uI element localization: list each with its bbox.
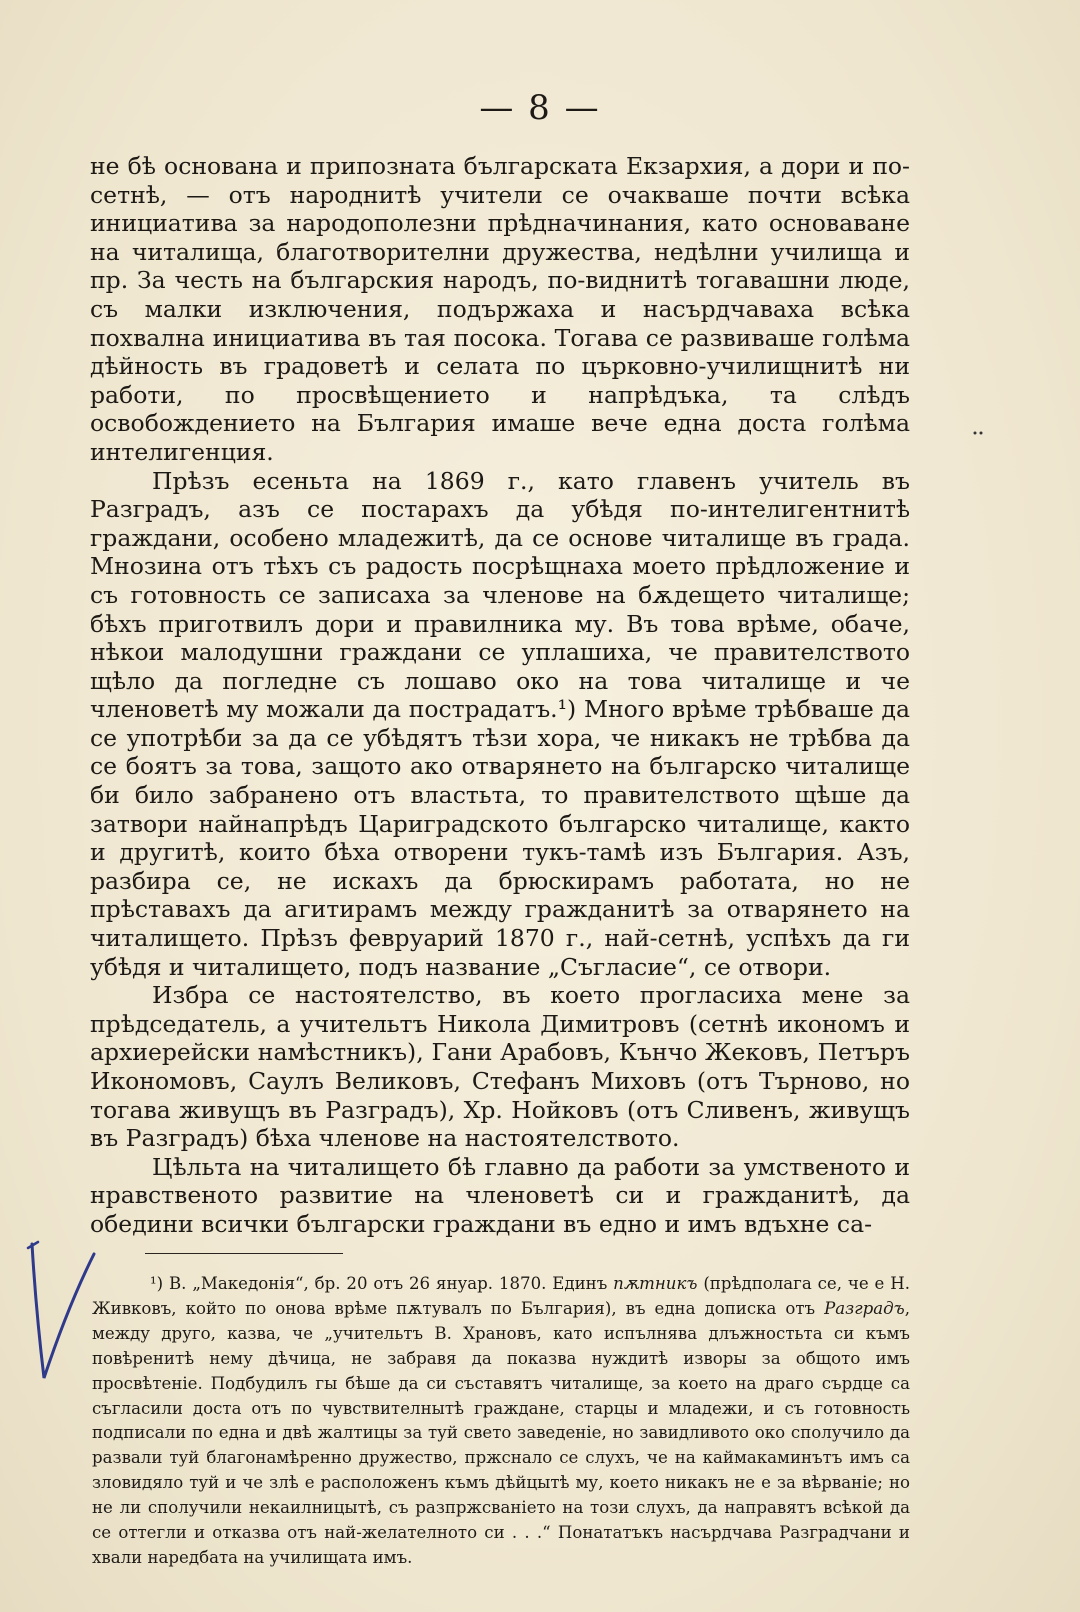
paragraph-3: Избра се настоятелство, въ което прогласиха мене за прѣдседатель, а учительтъ Никола Димитровъ (сетнѣ икономъ и архиерейски намѣстникъ), Гани Арабовъ, Кънчо Жековъ, Петъръ Икономовъ, Саулъ Великовъ, Стефанъ Миховъ (отъ Търново, но тогава живущъ въ Разградъ), Хр. Нойковъ (отъ Сливенъ, живущъ въ Разградъ) бѣха членове на настоятелството. — [90, 981, 910, 1153]
footnote-italic-2: Разградъ — [824, 1298, 905, 1318]
footnote-text-3: , между друго, казва, че „учительтъ В. Храновъ, като испълнява длъжностьта си къмъ повѣренитѣ нему дѣчица, не забравя да показва нуждитѣ изворы за общото имъ просвѣтеніе. Подбудилъ гы бѣше да си съставятъ читалище, за което на драго сърдце са съгласили доста отъ по чувствителнытѣ граждане, старцы и младежи, и съ готовность подписали по една и двѣ жалтицы за туй свето заведеніе, но завидливото око сполучило да развали туй благонамѣренно дружество, пржснало се слухъ, че на каймакаминътъ имъ са зловидяло туй и че злѣ е расположенъ къмъ дѣйцытѣ му, което никакъ не е за вѣрваніе; но не ли сполучили некаилницытѣ, съ разпржсваніето на този слухъ, да направятъ всѣкой да се оттегли и отказва отъ най-желателното си . . .“ Понататъкъ насърдчава Разградчани и хвали наредбата на училищата имъ. — [92, 1298, 910, 1567]
footnote-text-2: (прѣдполага се, че е Н. Живковъ, който по онова врѣме пѫтувалъ по България), въ една дописка отъ — [92, 1274, 910, 1318]
footnote-text-1: ¹) В. „Македонія“, бр. 20 отъ 26 януар. 1870. Единъ — [150, 1274, 614, 1293]
paragraph-1: не бѣ основана и припозната българската Екзархия, а дори и по-сетнѣ, — отъ народнитѣ учители се очакваше почти всѣка инициатива за народополезни прѣдначинания, като основаване на читалища, благотворителни дружества, недѣлни училища и пр. За честь на българския народъ, по-виднитѣ тогавашни люде, съ малки изключения, подържаха и насърдчаваха всѣка похвална инициатива въ тая посока. Тогава се развиваше голѣма дѣйность въ градоветѣ и селата по църковно-училищнитѣ ни работи, по просвѣщението и напрѣдъка, та слѣдъ освобождението на България имаше вече една доста голѣма интелигенция. — [90, 152, 910, 466]
footnote — [92, 1272, 910, 1571]
margin-dots — [972, 430, 984, 436]
pencil-check-mark — [10, 1238, 100, 1388]
paragraph-2: Прѣзъ есеньта на 1869 г., като главенъ учитель въ Разградъ, азъ се постарахъ да убѣдя по-интелигентнитѣ граждани, особено младежитѣ, да се основе читалище въ града. Мнозина отъ тѣхъ съ радость посрѣщнаха моето прѣдложение и съ готовность се записаха за членове на бѫдещето читалище; бѣхъ приготвилъ дори и правилника му. Въ това врѣме, обаче, нѣкои малодушни граждани се уплашиха, че правителството щѣло да погледне съ лошаво око на това читалище и че членоветѣ му можали да пострадатъ.¹) Много врѣме трѣбваше да се употрѣби за да се убѣдятъ тѣзи хора, че никакъ не трѣбва да се боятъ за това, защото ако отварянето на българско читалище би било забранено отъ властьта, то правителството щѣше да затвори найнапрѣдъ Цариградското българско читалище, както и другитѣ, които бѣха отворени тукъ-тамѣ изъ България. Азъ, разбира се, не искахъ да брюскирамъ работата, но не прѣставахъ да агитирамъ между гражданитѣ за отварянето на читалището. Прѣзъ февруарий 1870 г., най-сетнѣ, успѣхъ да ги убѣдя и читалището, подъ название „Съгласие“, се отвори. — [90, 466, 910, 981]
footnote-italic-1: пѫтникъ — [613, 1274, 698, 1293]
footnote-paragraph — [92, 1272, 910, 1571]
footnote-divider — [145, 1253, 343, 1254]
page-number: — 8 — — [479, 88, 601, 128]
paragraph-4: Цѣльта на читалището бѣ главно да работи за умственото и нравственото развитие на членоветѣ си и гражданитѣ, да обедини всички български граждани въ едно и имъ вдъхне са- — [90, 1152, 910, 1238]
main-text — [90, 152, 910, 1239]
